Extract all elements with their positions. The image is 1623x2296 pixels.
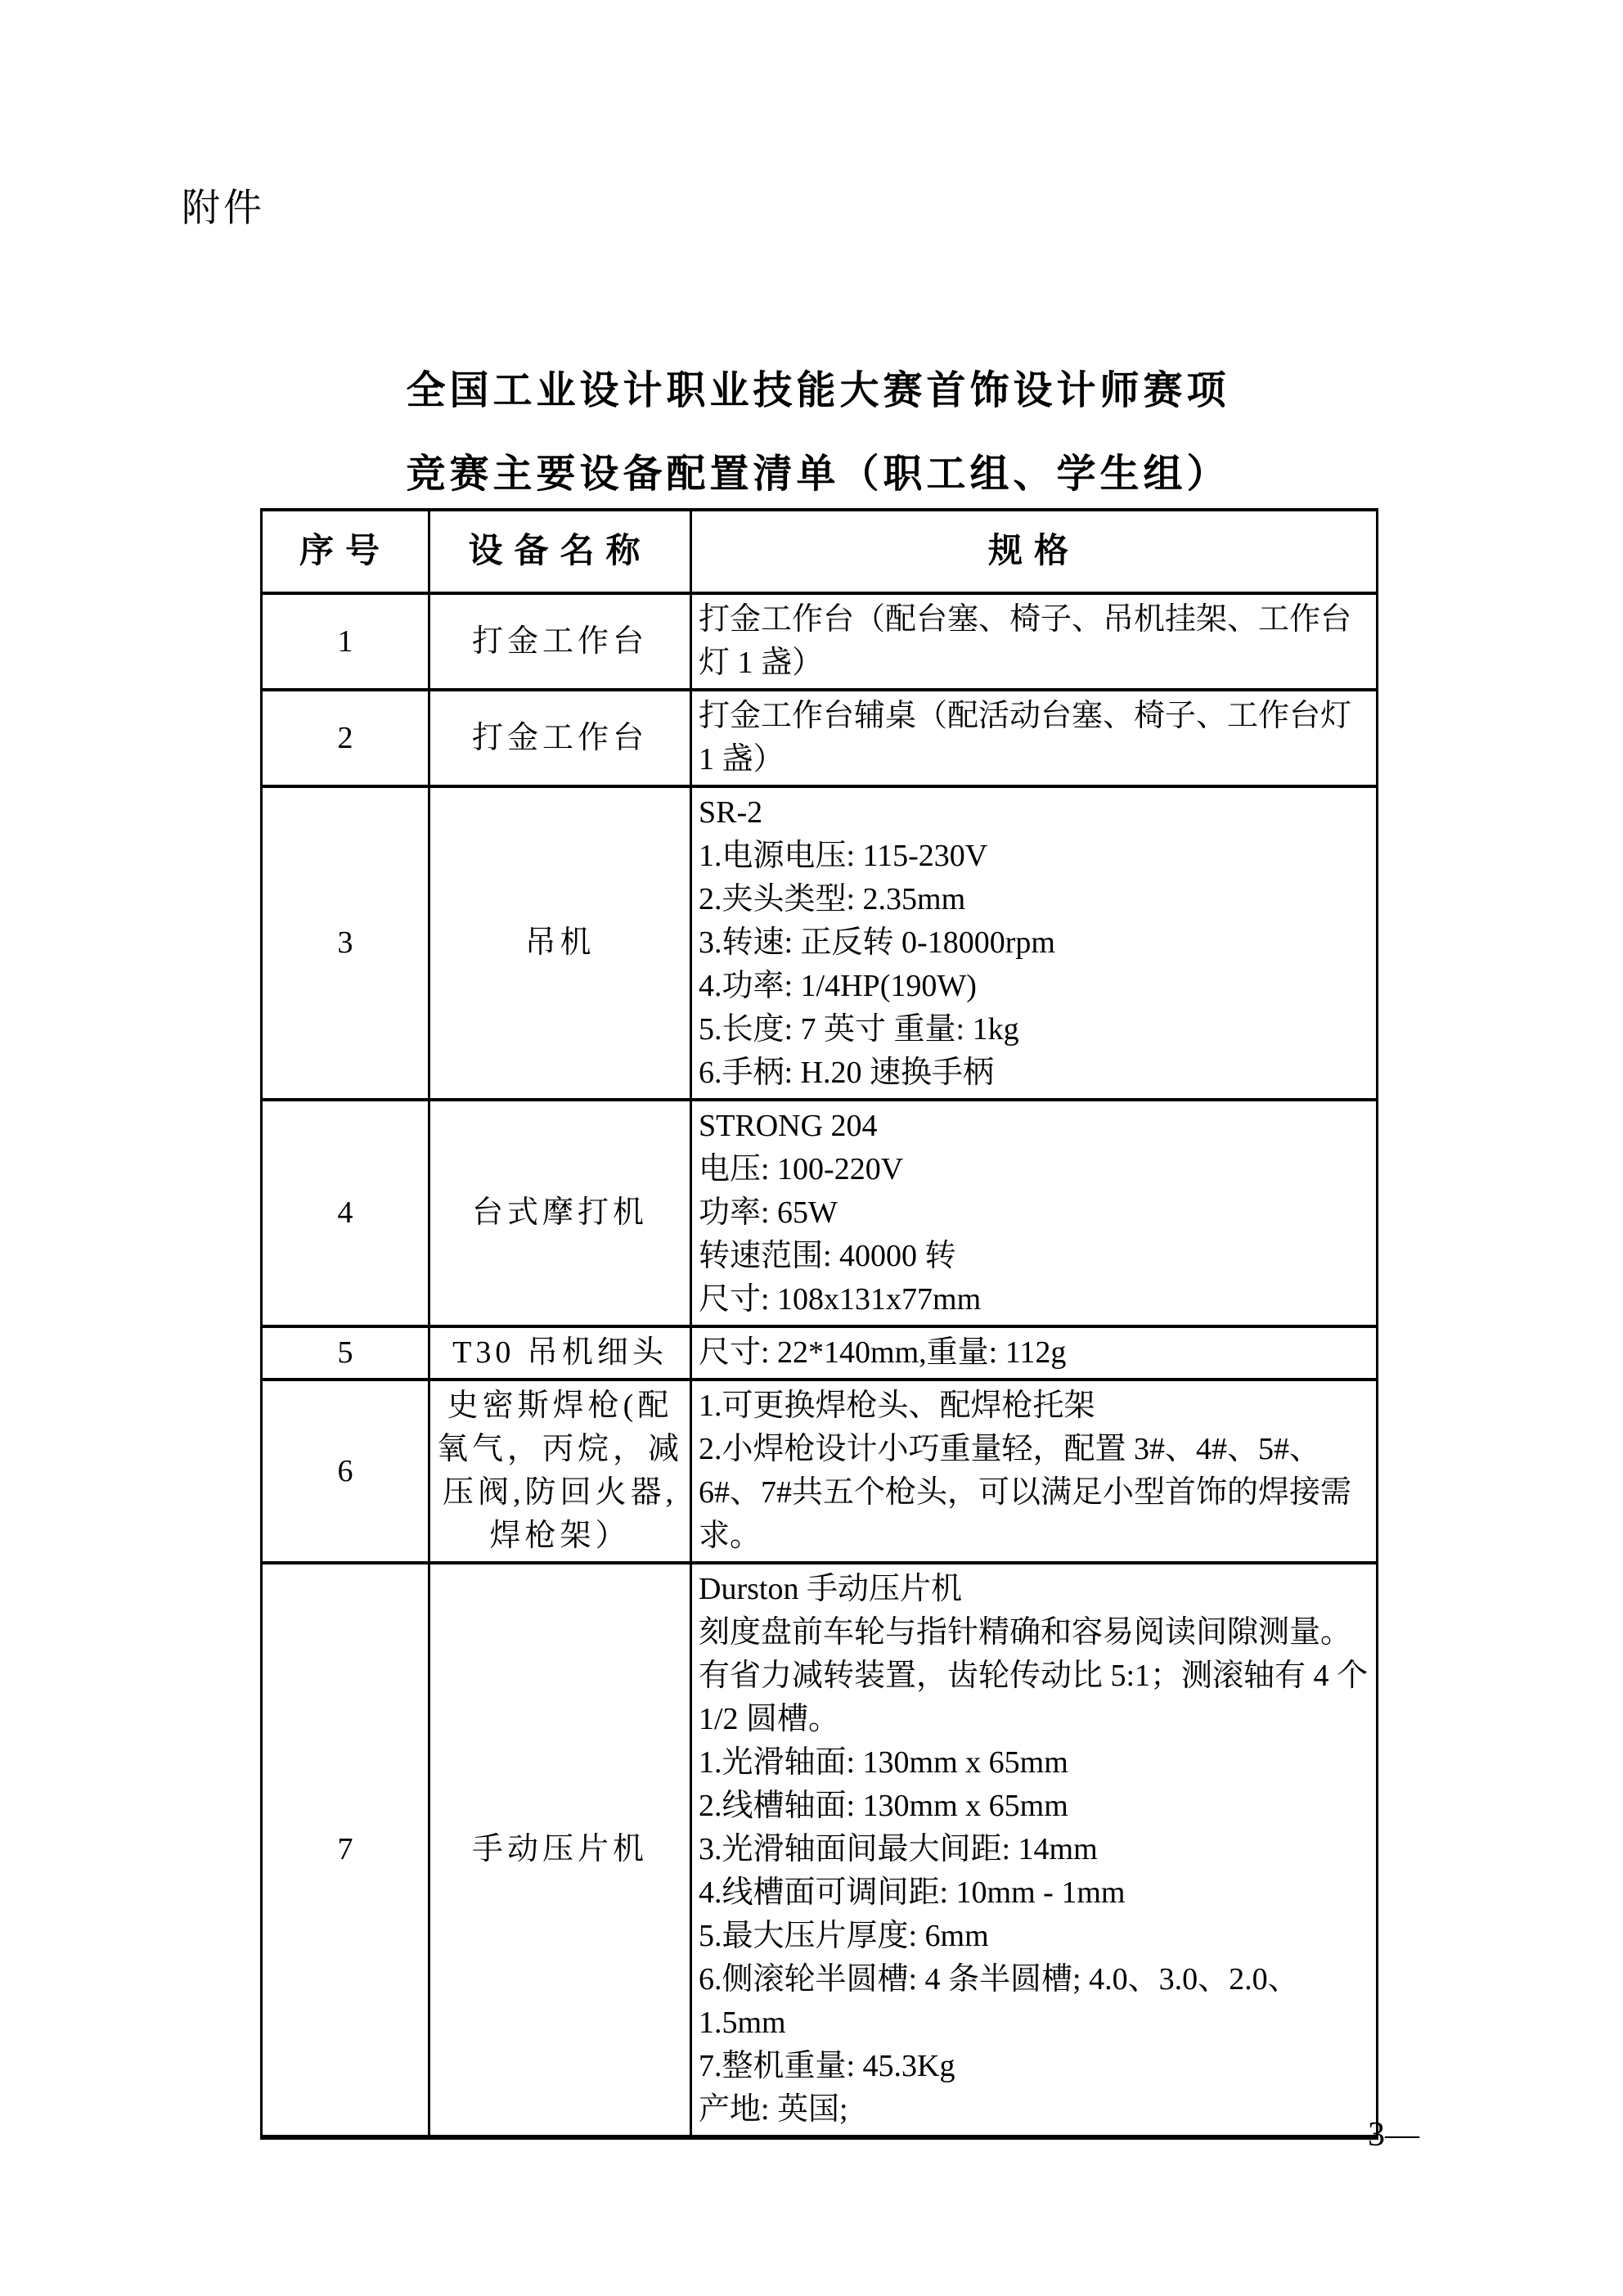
row-spec-cell — [691, 593, 1378, 690]
document-title-line2: 竞赛主要设备配置清单（职工组、学生组） — [406, 452, 1230, 496]
spec-line: 产地: 英国; — [699, 2092, 848, 2127]
equipment-table — [260, 508, 1378, 2140]
spec-line: 3.光滑轴面间最大间距: 14mm — [699, 1832, 1098, 1866]
table-row — [262, 1380, 1378, 1563]
spec-line: 2.小焊枪设计小巧重量轻，配置 3#、4#、5#、6#、7#共五个枪头，可以满足小型首饰的焊接需求。 — [699, 1432, 1352, 1553]
spec-line: 2.夹头类型: 2.35mm — [699, 882, 966, 916]
spec-line: 4.线槽面可调间距: 10mm - 1mm — [699, 1875, 1126, 1910]
header-serial-number: 序号 — [262, 510, 429, 593]
table-row — [262, 690, 1378, 786]
spec-line: 7.整机重量: 45.3Kg — [699, 2049, 955, 2083]
page-number: —3— — [1333, 2116, 1419, 2154]
header-equipment-name: 设备名称 — [429, 510, 691, 593]
attachment-label: 附件 — [182, 186, 265, 229]
spec-line: 5.最大压片厚度: 6mm — [699, 1919, 989, 1953]
spec-line: 4.功率: 1/4HP(190W) — [699, 969, 977, 1003]
row-no: 7 — [262, 1563, 429, 2137]
row-equipment-name: 史密斯焊枪(配氧气，丙烷，减压阀,防回火器,焊枪架） — [429, 1380, 691, 1563]
row-equipment-name: T30 吊机细头 — [429, 1326, 691, 1380]
spec-line: SR-2 — [699, 795, 763, 830]
spec-line: 5.长度: 7 英寸 重量: 1kg — [699, 1012, 1019, 1047]
spec-line: 打金工作台辅桌（配活动台塞、椅子、工作台灯 1 盏） — [699, 699, 1352, 777]
table-row — [262, 1563, 1378, 2137]
spec-line: 6.手柄: H.20 速换手柄 — [699, 1056, 995, 1090]
row-no: 2 — [262, 690, 429, 786]
spec-line: 转速范围: 40000 转 — [699, 1239, 956, 1273]
table-row — [262, 1100, 1378, 1326]
spec-line: Durston 手动压片机 — [699, 1572, 962, 1606]
row-spec-cell — [691, 1100, 1378, 1326]
row-spec-cell — [691, 1563, 1378, 2137]
spec-line: 功率: 65W — [699, 1195, 838, 1230]
spec-line: 1.光滑轴面: 130mm x 65mm — [699, 1745, 1068, 1780]
row-equipment-name: 吊机 — [429, 786, 691, 1100]
table-row — [262, 593, 1378, 690]
table-header-row — [262, 510, 1378, 593]
spec-line: 打金工作台（配台塞、椅子、吊机挂架、工作台灯 1 盏） — [699, 602, 1352, 680]
row-no: 3 — [262, 786, 429, 1100]
spec-line: 1.可更换焊枪头、配焊枪托架 — [699, 1389, 1095, 1423]
document-title-line1: 全国工业设计职业技能大赛首饰设计师赛项 — [406, 369, 1230, 412]
spec-line: 尺寸: 22*140mm,重量: 112g — [699, 1335, 1067, 1370]
row-spec-cell — [691, 1380, 1378, 1563]
row-equipment-name: 打金工作台 — [429, 690, 691, 786]
spec-line: STRONG 204 — [699, 1109, 878, 1143]
table-row — [262, 786, 1378, 1100]
row-equipment-name: 打金工作台 — [429, 593, 691, 690]
row-spec-cell — [691, 1326, 1378, 1380]
spec-line: 2.线槽轴面: 130mm x 65mm — [699, 1789, 1068, 1823]
row-spec-cell — [691, 786, 1378, 1100]
row-no: 4 — [262, 1100, 429, 1326]
spec-line: 电压: 100-220V — [699, 1152, 904, 1186]
spec-line: 1.电源电压: 115-230V — [699, 839, 988, 873]
row-no: 1 — [262, 593, 429, 690]
spec-line: 6.侧滚轮半圆槽: 4 条半圆槽; 4.0、3.0、2.0、1.5mm — [699, 1962, 1299, 2040]
row-equipment-name: 手动压片机 — [429, 1563, 691, 2137]
row-spec-cell — [691, 690, 1378, 786]
row-equipment-name: 台式摩打机 — [429, 1100, 691, 1326]
header-specification: 规格 — [691, 510, 1378, 593]
spec-line: 刻度盘前车轮与指针精确和容易阅读间隙测量。有省力减转装置，齿轮传动比 5:1；测滚轴有 4 个 1/2 圆槽。 — [699, 1615, 1369, 1736]
row-no: 5 — [262, 1326, 429, 1380]
spec-line: 尺寸: 108x131x77mm — [699, 1282, 982, 1317]
table-row — [262, 1326, 1378, 1380]
row-no: 6 — [262, 1380, 429, 1563]
spec-line: 3.转速: 正反转 0-18000rpm — [699, 925, 1055, 960]
